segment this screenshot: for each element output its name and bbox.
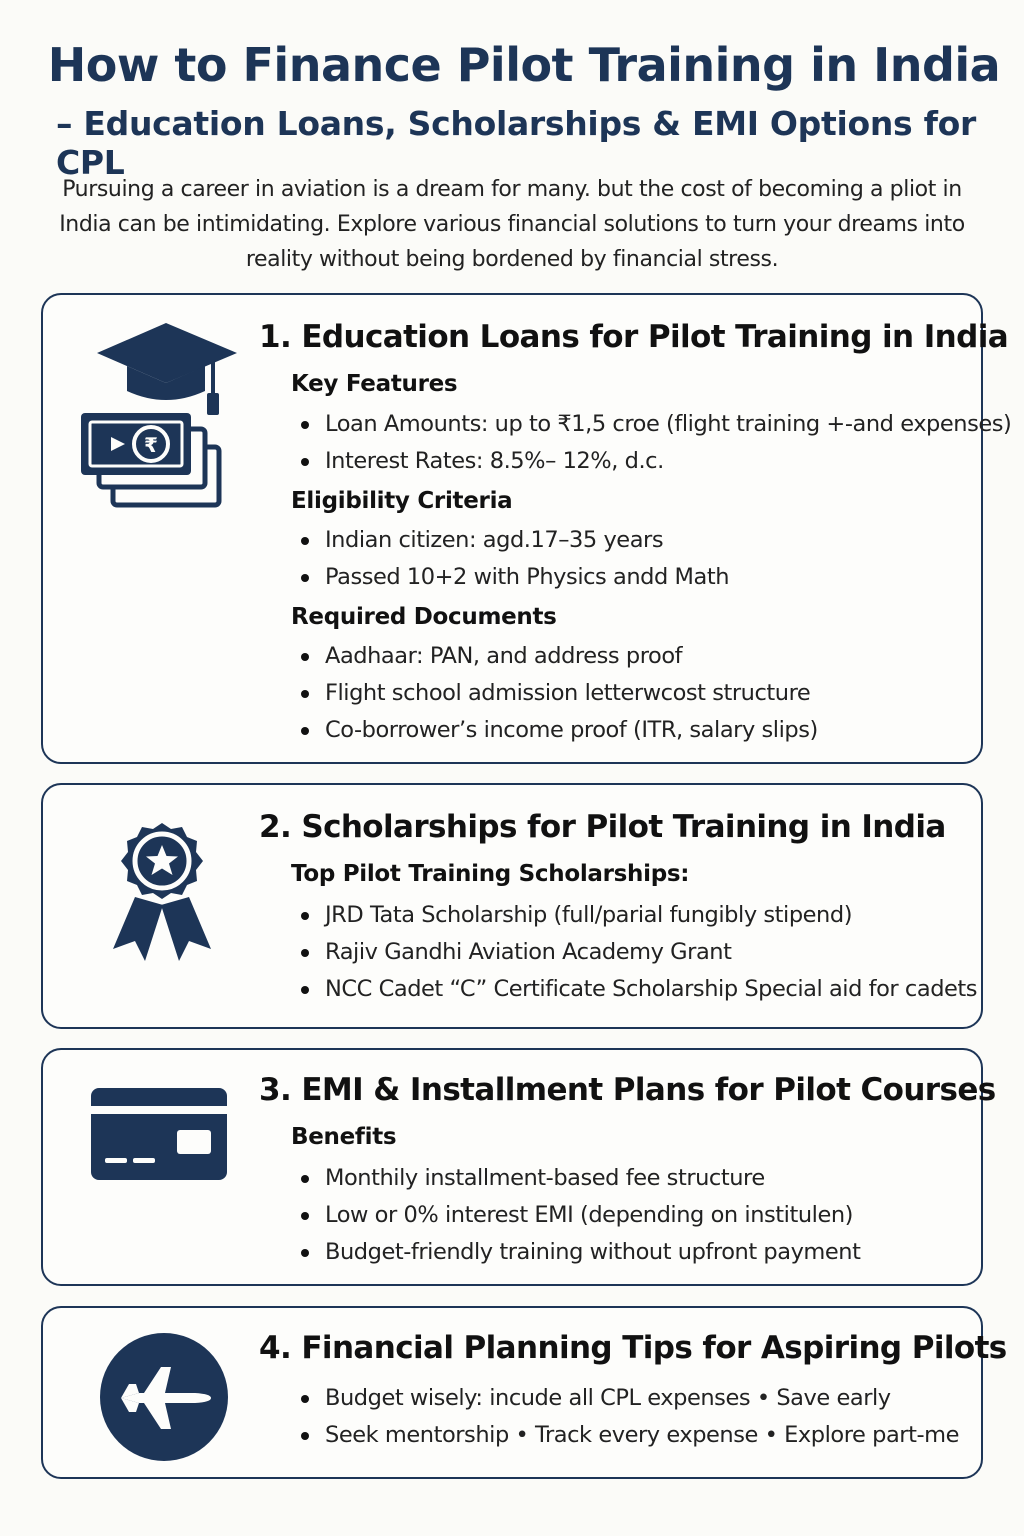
- list-item: NCC Cadet “C” Certificate Scholarship Special aid for cadets: [301, 971, 977, 1008]
- eligibility-list: [301, 522, 729, 596]
- benefits-heading: Benefits: [291, 1124, 397, 1150]
- graduation-cap-money-icon: [81, 319, 241, 509]
- section-title: 3. EMI & Installment Plans for Pilot Courses: [259, 1072, 996, 1108]
- scholarships-heading: Top Pilot Training Scholarships:: [291, 861, 690, 887]
- section-card-education-loans: [41, 293, 1012, 764]
- list-item: Co-borrower’s income proof (ITR, salary slips): [301, 712, 818, 749]
- page-subtitle: – Education Loans, Scholarships & EMI Options for CPL: [56, 104, 976, 182]
- section-title: 1. Education Loans for Pilot Training in India: [259, 319, 1009, 355]
- list-item: Loan Amounts: up to ₹1,5 croe (flight training +-and expenses): [301, 406, 1011, 443]
- list-item: Budget-friendly training without upfront payment: [301, 1234, 860, 1271]
- svg-text:₹: ₹: [144, 433, 158, 457]
- list-item: Monthily installment-based fee structure: [301, 1160, 860, 1197]
- list-item: Seek mentorship • Track every expense • Explore part-me: [301, 1417, 959, 1454]
- documents-list: [301, 638, 818, 749]
- credit-card-icon: [91, 1088, 227, 1180]
- award-ribbon-icon: [107, 809, 217, 961]
- list-item: JRD Tata Scholarship (full/parial fungibly stipend): [301, 897, 977, 934]
- section-title: 2. Scholarships for Pilot Training in India: [259, 809, 946, 845]
- list-item: Budget wisely: incude all CPL expenses • Save early: [301, 1380, 959, 1417]
- section-card-emi-plans: [41, 1048, 996, 1286]
- scholarships-list: [301, 897, 977, 1008]
- documents-heading: Required Documents: [291, 604, 557, 630]
- key-features-list: [301, 406, 1011, 480]
- benefits-list: [301, 1160, 860, 1271]
- airplane-icon: [99, 1332, 229, 1462]
- section-title: 4. Financial Planning Tips for Aspiring Pilots: [259, 1330, 1007, 1366]
- list-item: Aadhaar: PAN, and address proof: [301, 638, 818, 675]
- tips-list: [301, 1380, 959, 1454]
- list-item: Interest Rates: 8.5%– 12%, d.c.: [301, 443, 1011, 480]
- section-card-financial-tips: [41, 1306, 1007, 1479]
- list-item: Flight school admission letterwcost structure: [301, 675, 818, 712]
- list-item: Indian citizen: agd.17–35 years: [301, 522, 729, 559]
- section-card-scholarships: [41, 783, 983, 1029]
- page-title: How to Finance Pilot Training in India: [47, 38, 1001, 92]
- eligibility-heading: Eligibility Criteria: [291, 488, 513, 514]
- key-features-heading: Key Features: [291, 371, 458, 397]
- list-item: Low or 0% interest EMI (depending on institulen): [301, 1197, 860, 1234]
- list-item: Rajiv Gandhi Aviation Academy Grant: [301, 934, 977, 971]
- intro-paragraph: Pursuing a career in aviation is a dream for many. but the cost of becoming a pliot in India can be intimidating. Explore various financial solutions to turn your dreams into reality without being bordened by financial stress.: [59, 177, 965, 272]
- list-item: Passed 10+2 with Physics andd Math: [301, 559, 729, 596]
